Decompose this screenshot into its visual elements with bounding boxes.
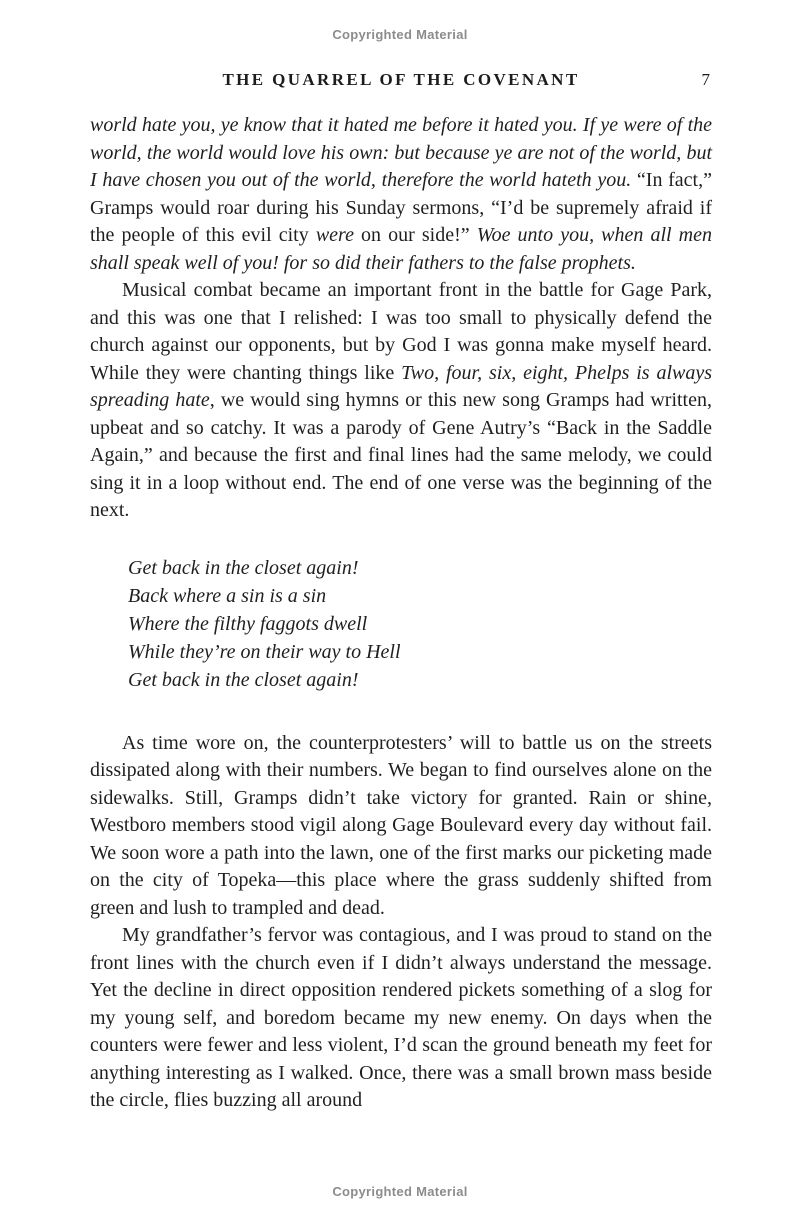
verse-line: Get back in the closet again! — [128, 556, 359, 579]
copyright-notice-bottom: Copyrighted Material — [332, 1184, 468, 1199]
body-paragraph — [90, 730, 712, 923]
verse-line: Back where a sin is a sin — [128, 584, 327, 607]
italic-text-segment: Two, four, six, eight, Phelps is always spreading hate — [90, 361, 712, 411]
copyright-notice-top: Copyrighted Material — [332, 27, 468, 42]
text-segment: “In fact,” Gramps would roar during his Sunday sermons, “I’d be supremely afraid if the people of this evil city — [90, 169, 712, 246]
text-segment: on our side!” — [353, 224, 477, 246]
running-header — [90, 70, 712, 90]
verse-line: Get back in the closet again! — [128, 668, 359, 691]
text-segment: As time wore on, the counterprotesters’ will to battle us on the streets dissipated along with their numbers. We began to find ourselves alone on the sidewalks. Still, Gramps didn’t take victory for granted. Rain or shine, Westboro members stood vigil along Gage Boulevard every day without fail. We soon wore a path into the lawn, one of the first marks our picketing made on the city of Topeka—this place where the grass suddenly shifted from green and lush to trampled and dead. — [90, 731, 712, 919]
italic-text-segment: Woe unto you, when all men shall speak well of you! for so did their fathers to the false prophets. — [90, 224, 712, 274]
verse-line: While they’re on their way to Hell — [128, 640, 401, 663]
text-segment: , we would sing hymns or this new song Gramps had written, upbeat and so catchy. It was a parody of Gene Autry’s “Back in the Saddle Again,” and because the first and final lines had the same melody, we could sing it in a loop without end. The end of one verse was the beginning of the next. — [90, 389, 712, 521]
body-paragraph — [90, 922, 712, 1115]
body-paragraph — [90, 277, 712, 525]
text-segment: Musical combat became an important front in the battle for Gage Park, and this was one that I relished: I was too small to physically defend the church against our opponents, but by God I was gonna make myself heard. While they were chanting things like — [90, 279, 712, 384]
italic-text-segment: world hate you, ye know that it hated me before it hated you. If ye were of the world, the world would love his own: but because ye are not of the world, but I have chosen you out of the world, therefore the world hateth you. — [90, 114, 712, 191]
italic-text-segment: were — [315, 224, 354, 246]
text-segment: My grandfather’s fervor was contagious, and I was proud to stand on the front lines with the church even if I didn’t always understand the message. Yet the decline in direct opposition rendered pickets something of a slog for my young self, and boredom became my new enemy. On days when the counters were fewer and less violent, I’d scan the ground beneath my feet for anything interesting as I walked. Once, there was a small brown mass beside the circle, flies buzzing all around — [90, 924, 712, 1111]
page-number: 7 — [701, 70, 710, 89]
page-body — [90, 112, 712, 1115]
verse-block — [128, 554, 712, 694]
body-paragraph — [90, 112, 712, 277]
chapter-title: THE QUARREL OF THE COVENANT — [222, 70, 580, 89]
verse-line: Where the filthy faggots dwell — [128, 612, 368, 635]
